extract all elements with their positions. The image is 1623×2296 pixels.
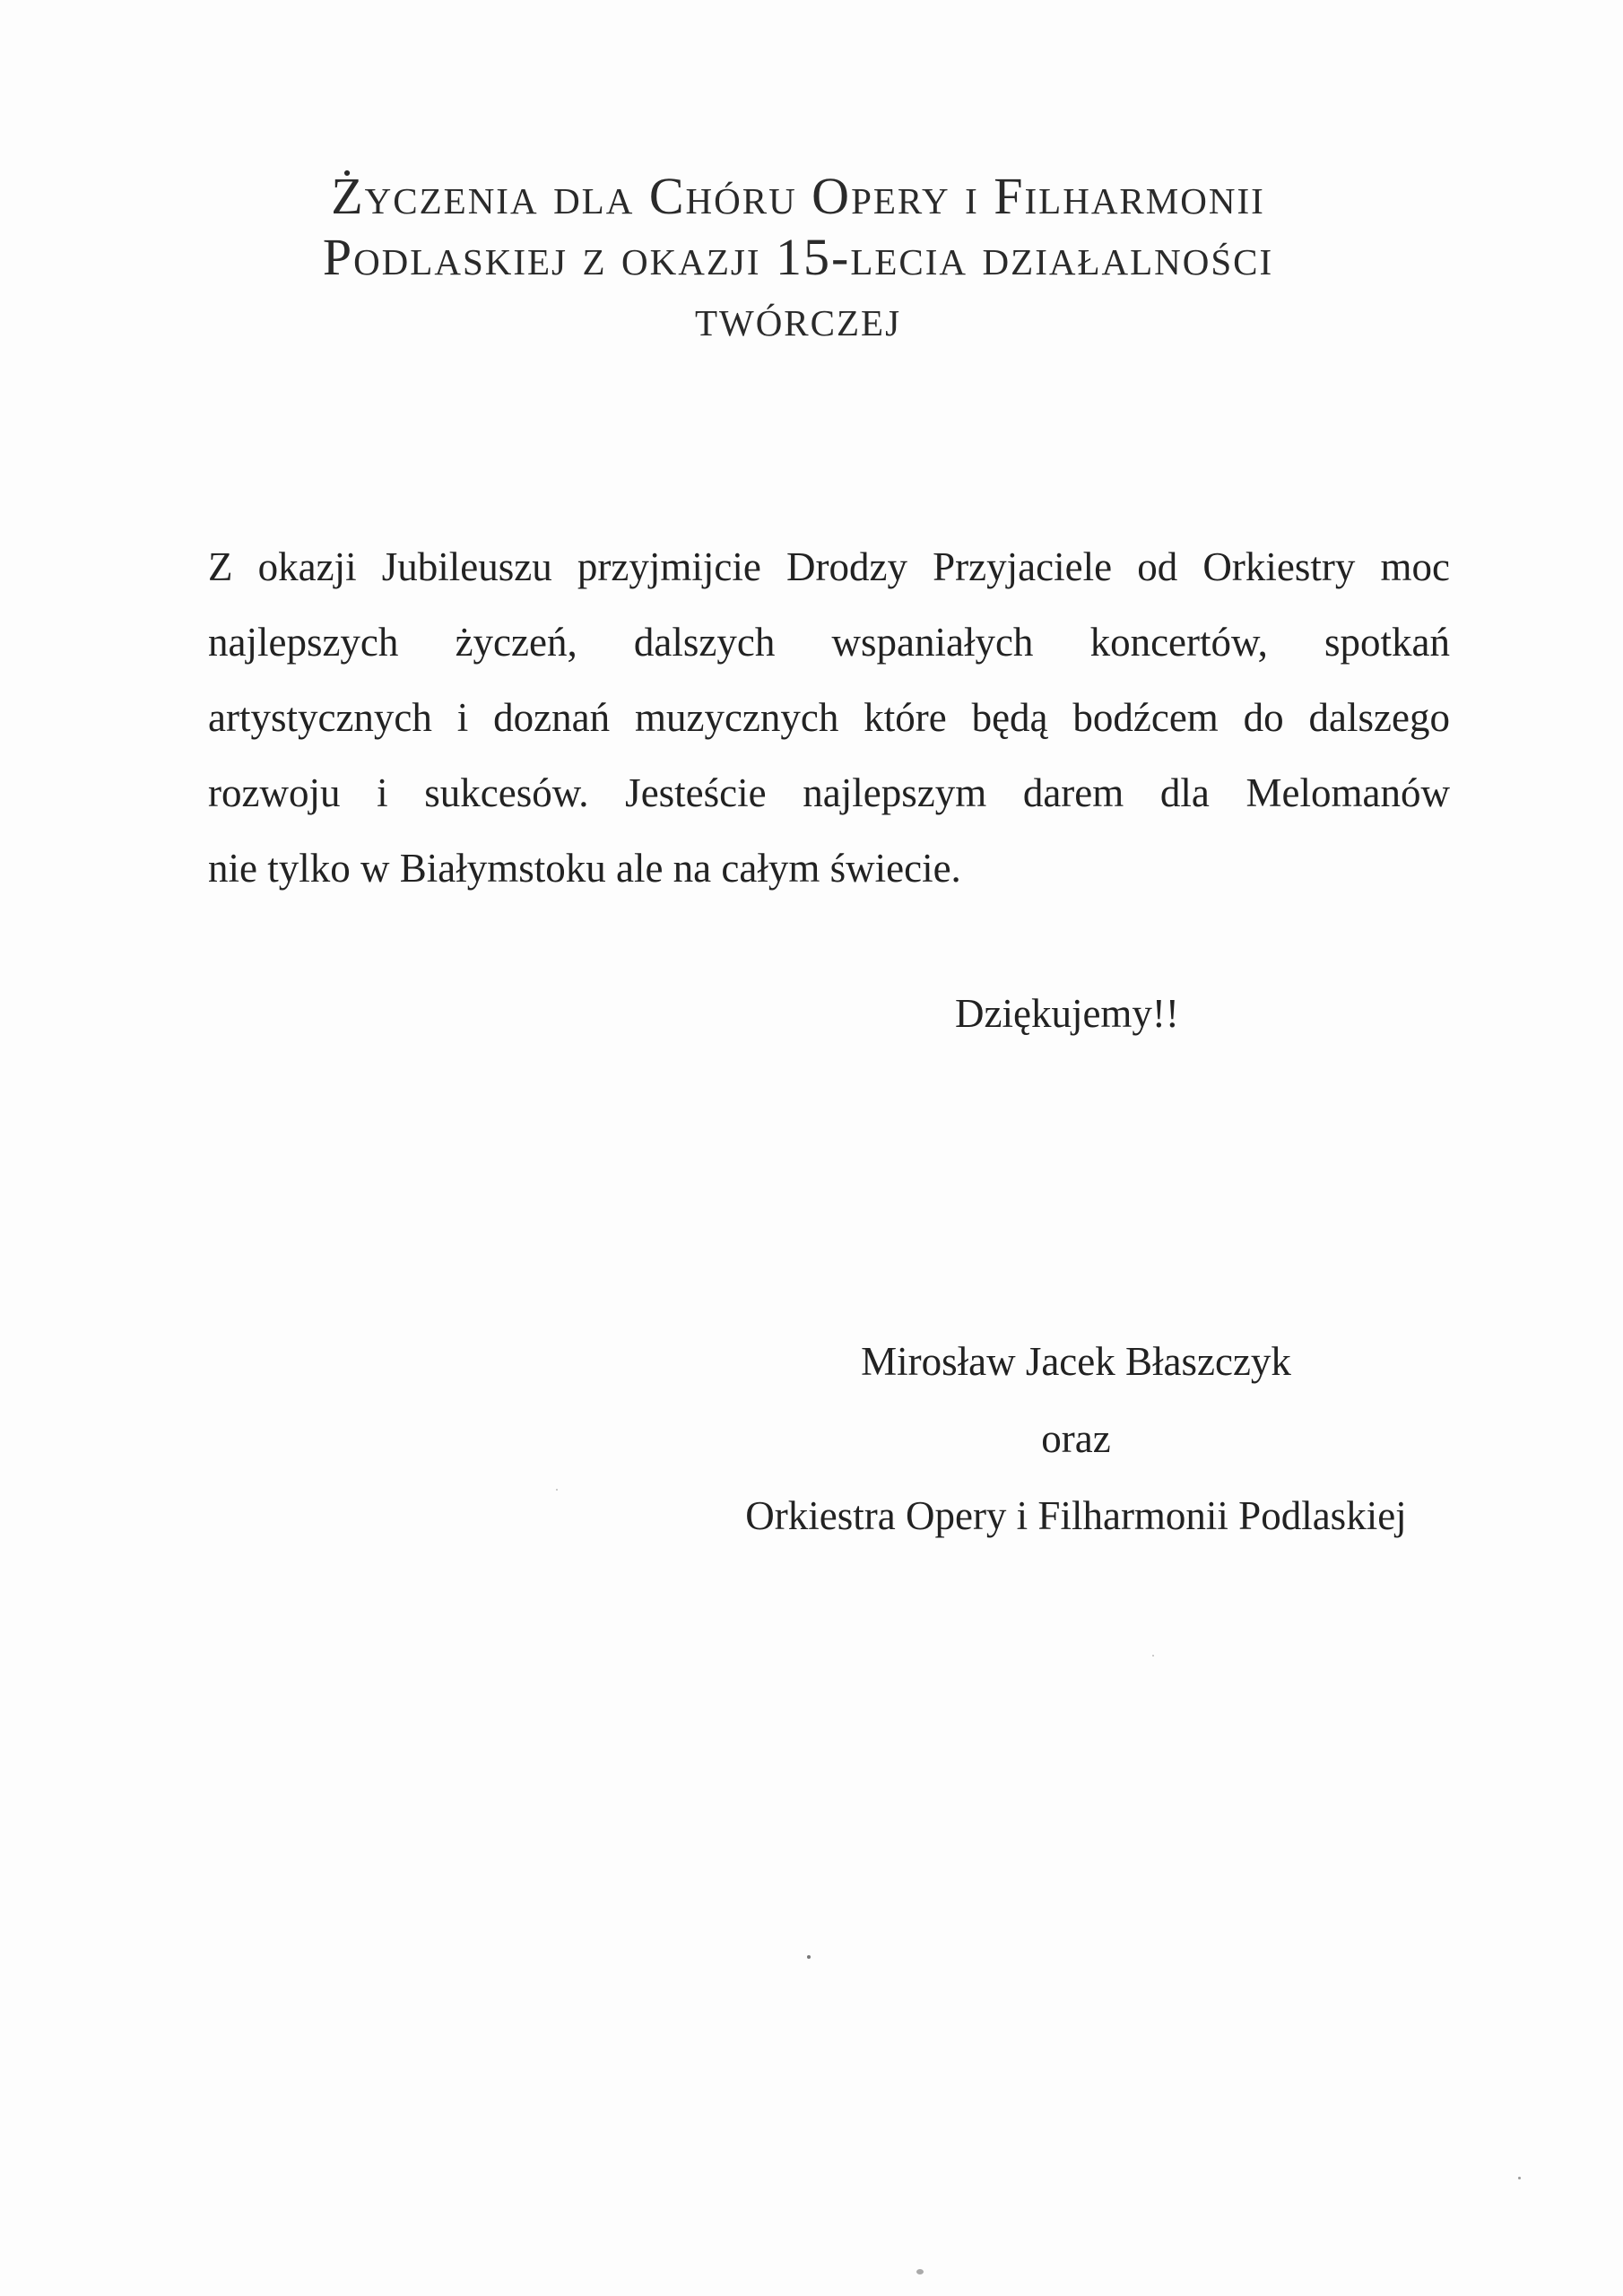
letter-title — [269, 166, 1327, 349]
body-line: Z okazji Jubileuszu przyjmijcie Drodzy Przyjaciele od Orkiestry moc — [208, 544, 1450, 589]
scan-speck — [916, 2269, 924, 2274]
signature-conjunction: oraz — [1041, 1416, 1111, 1461]
body-line: nie tylko w Białymstoku ale na całym świecie. — [208, 846, 961, 891]
letter-body — [208, 529, 1450, 906]
scan-speck — [556, 1489, 558, 1491]
body-line: rozwoju i sukcesów. Jesteście najlepszym darem dla Melomanów — [208, 770, 1450, 815]
signature-organization: Orkiestra Opery i Filharmonii Podlaskiej — [745, 1493, 1407, 1538]
body-line: najlepszych życzeń, dalszych wspaniałych koncertów, spotkań — [208, 620, 1450, 665]
signature-name: Mirosław Jacek Błaszczyk — [861, 1339, 1291, 1384]
title-line: Podlaskiej z okazji 15-lecia działalności — [322, 228, 1274, 286]
scan-speck — [807, 1955, 811, 1959]
scan-speck — [1518, 2177, 1521, 2179]
signature-block — [704, 1323, 1448, 1554]
title-line: twórczej — [694, 289, 902, 347]
title-line: Życzenia dla Chóru Opery i Filharmonii — [331, 167, 1265, 225]
scan-speck — [1152, 1655, 1154, 1657]
body-line: artystycznych i doznań muzycznych które będą bodźcem do dalszego — [208, 695, 1450, 740]
closing-thanks: Dziękujemy!! — [955, 991, 1179, 1036]
